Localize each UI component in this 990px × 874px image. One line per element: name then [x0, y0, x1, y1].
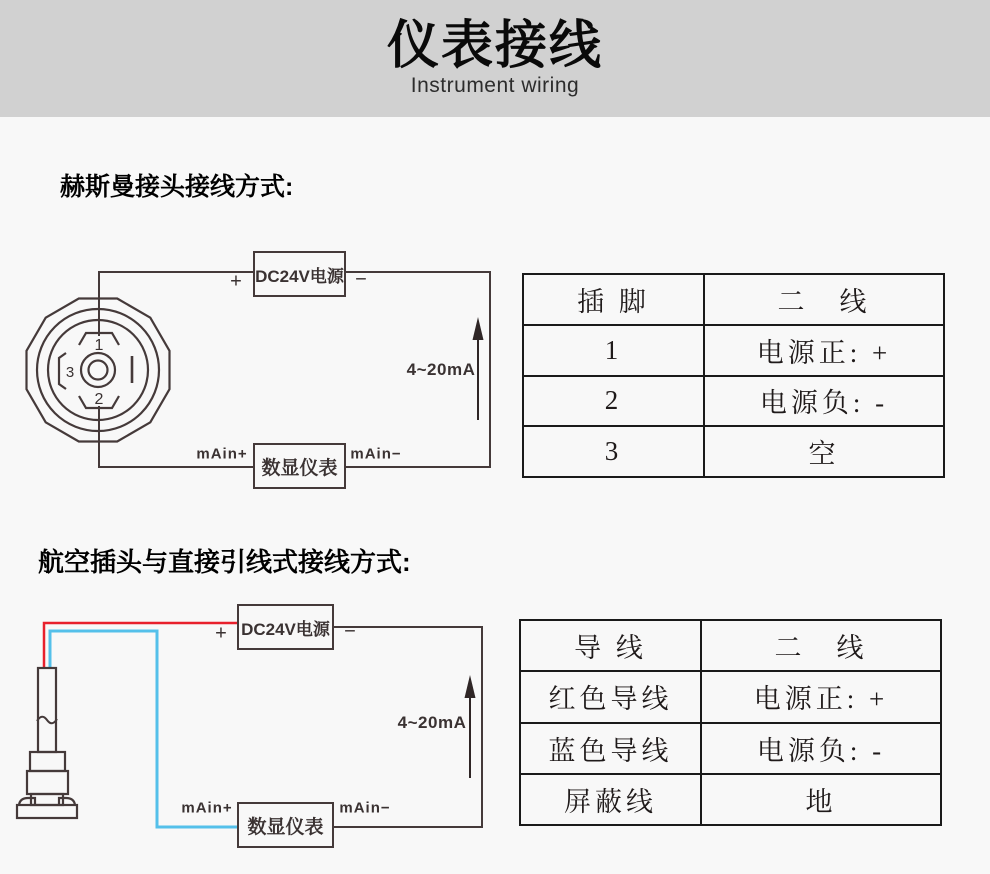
main-plus-label-2: mAin+: [181, 799, 233, 817]
pin-cell: 2: [523, 376, 704, 427]
table-row: [520, 774, 941, 825]
probe-cable-break-squiggle: [37, 717, 57, 724]
display-meter-box-1: [253, 443, 346, 489]
display-meter-label-1: 数显仪表: [261, 457, 338, 479]
function-cell: 地: [701, 774, 941, 825]
blue-lead-wire: [50, 631, 238, 827]
function-cell: 电源负: -: [704, 376, 944, 427]
table-header-row: [523, 274, 944, 325]
display-meter-label-2: 数显仪表: [247, 816, 324, 838]
page-title: 仪表接线: [386, 17, 603, 75]
power-supply-label-2: DC24V电源: [241, 619, 330, 639]
sensor-probe-drawing: [17, 668, 77, 818]
table-row: [520, 671, 941, 722]
function-cell: 电源正: +: [704, 325, 944, 376]
pin-number-2: 2: [94, 391, 104, 408]
power-supply-label-1: DC24V电源: [255, 266, 344, 286]
display-meter-box-2: [237, 802, 334, 848]
function-cell: 电源正: +: [701, 671, 941, 722]
pin-number-3: 3: [65, 364, 75, 381]
plus-sign-2: +: [215, 622, 227, 645]
table-row: [523, 325, 944, 376]
lead-wire-table: [519, 619, 942, 826]
pin-wiring-table: [522, 273, 945, 478]
wire-name-cell: 蓝色导线: [520, 723, 701, 774]
probe-base-flange: [17, 805, 77, 818]
main-minus-label-2: mAin−: [339, 799, 391, 817]
page-subtitle: Instrument wiring: [410, 74, 580, 97]
function-cell: 电源负: -: [701, 723, 941, 774]
main-minus-label-1: mAin−: [350, 445, 402, 463]
table-row: [523, 376, 944, 427]
power-supply-box-2: [237, 604, 334, 650]
aviation-section-heading: 航空插头与直接引线式接线方式:: [38, 547, 411, 577]
wire-name-cell: 屏蔽线: [520, 774, 701, 825]
pin-number-1: 1: [94, 337, 104, 354]
minus-sign-1: −: [355, 268, 367, 291]
twowire-column-header: 二 线: [704, 274, 944, 325]
pin-cell: 3: [523, 426, 704, 477]
current-range-label-2: 4~20mA: [397, 713, 467, 732]
current-range-label-1: 4~20mA: [406, 360, 476, 379]
main-plus-label-1: mAin+: [196, 445, 248, 463]
table-header-row: [520, 620, 941, 671]
pin-column-header: 插 脚: [523, 274, 704, 325]
connector-hub-center: [89, 361, 108, 380]
function-cell: 空: [704, 426, 944, 477]
wire-column-header: 导 线: [520, 620, 701, 671]
twowire-column-header: 二 线: [701, 620, 941, 671]
table-row: [523, 426, 944, 477]
hirschmann-section-heading: 赫斯曼接头接线方式:: [60, 173, 294, 201]
probe-neck-block: [30, 752, 65, 771]
plus-sign-1: +: [230, 270, 242, 293]
connector-hub-ring: [81, 353, 115, 387]
wire-name-cell: 红色导线: [520, 671, 701, 722]
probe-body-block: [27, 771, 68, 794]
pin-cell: 1: [523, 325, 704, 376]
probe-cable: [38, 668, 56, 752]
power-supply-box-1: [253, 251, 346, 297]
minus-sign-2: −: [344, 620, 356, 643]
table-row: [520, 723, 941, 774]
hirschmann-connector-drawing: [27, 299, 170, 442]
